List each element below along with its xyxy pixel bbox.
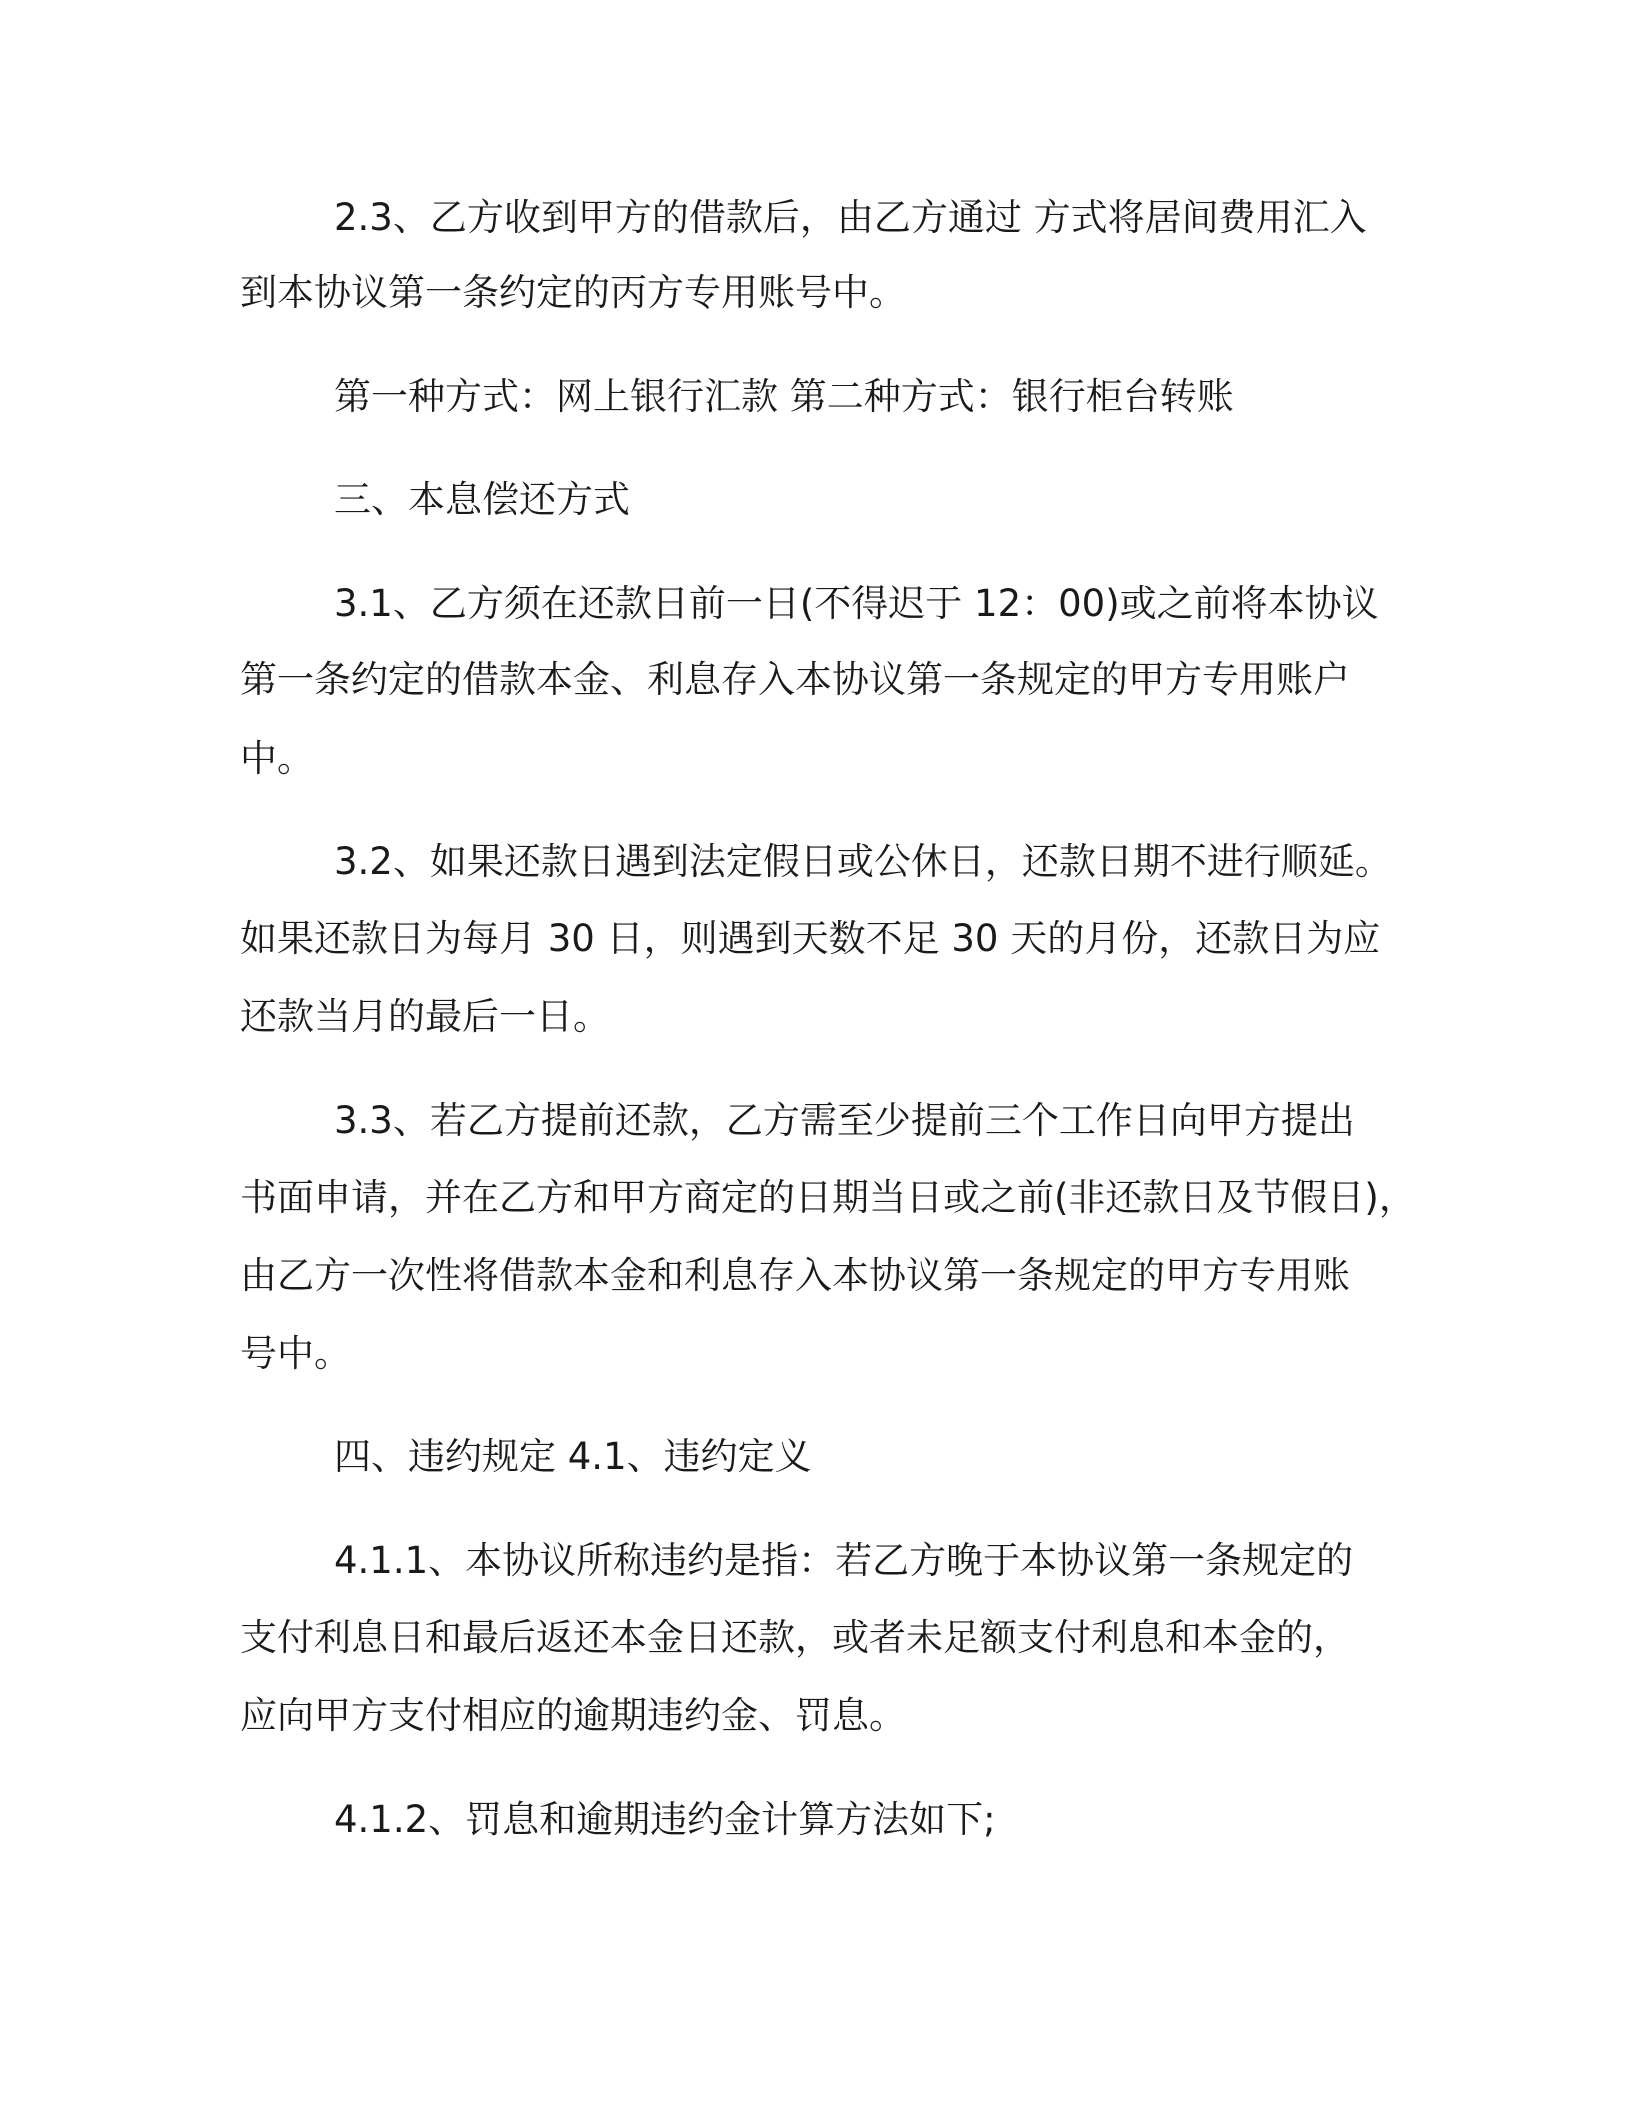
paragraph-4-1-1-line-1: 4.1.1、本协议所称违约是指：若乙方晚于本协议第一条规定的 [334,1539,1354,1582]
paragraph-3-2-line-2: 如果还款日为每月 30 日，则遇到天数不足 30 天的月份，还款日为应 [240,917,1381,960]
paragraph-3-3-line-1: 3.3、若乙方提前还款，乙方需至少提前三个工作日向甲方提出 [334,1099,1355,1142]
paragraph-2-3-line-2: 到本协议第一条约定的丙方专用账号中。 [240,271,906,314]
payment-methods-line: 第一种方式：网上银行汇款 第二种方式：银行柜台转账 [334,375,1234,418]
paragraph-4-1-2-line-1: 4.1.2、罚息和逾期违约金计算方法如下; [334,1798,996,1841]
paragraph-3-2-line-3: 还款当月的最后一日。 [240,995,610,1038]
paragraph-4-1-1-line-2: 支付利息日和最后返还本金日还款，或者未足额支付利息和本金的， [240,1616,1350,1659]
paragraph-2-3-line-1: 2.3、乙方收到甲方的借款后，由乙方通过 方式将居间费用汇入 [334,196,1367,239]
section-4-heading: 四、违约规定 4.1、违约定义 [334,1435,812,1478]
paragraph-3-3-line-4: 号中。 [240,1332,351,1375]
paragraph-4-1-1-line-3: 应向甲方支付相应的逾期违约金、罚息。 [240,1694,906,1737]
paragraph-3-3-line-2: 书面申请，并在乙方和甲方商定的日期当日或之前(非还款日及节假日)， [240,1176,1416,1219]
paragraph-3-1-line-3: 中。 [240,737,314,780]
paragraph-3-2-line-1: 3.2、如果还款日遇到法定假日或公休日，还款日期不进行顺延。 [334,840,1392,883]
paragraph-3-1-line-1: 3.1、乙方须在还款日前一日(不得迟于 12：00)或之前将本协议 [334,582,1379,625]
paragraph-3-3-line-3: 由乙方一次性将借款本金和利息存入本协议第一条规定的甲方专用账 [240,1254,1350,1297]
section-3-heading: 三、本息偿还方式 [334,478,630,521]
paragraph-3-1-line-2: 第一条约定的借款本金、利息存入本协议第一条规定的甲方专用账户 [240,658,1350,701]
